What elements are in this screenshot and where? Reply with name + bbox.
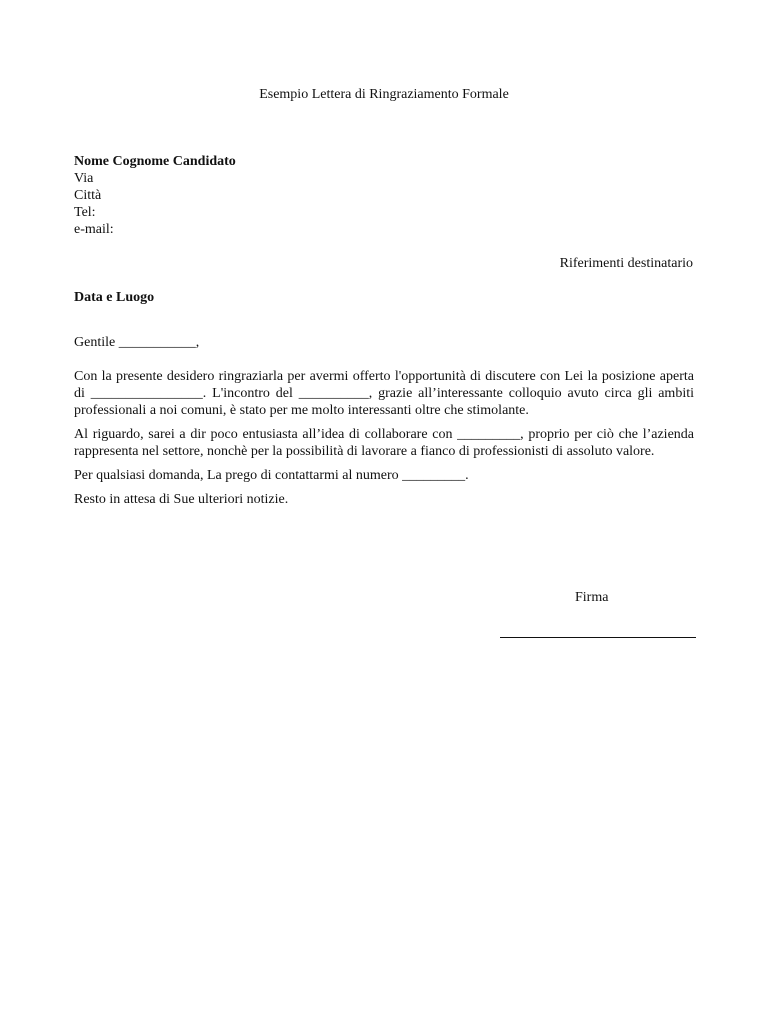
- paragraph-thanks: Con la presente desidero ringraziarla per avermi offerto l'opportunità di discutere con Lei la posizione aperta di ________________. L'incontro del __________, grazie all’interessante colloquio avuto circa gli ambiti professionali a noi comuni, è stato per me molto interessanti oltre che stimolante.: [74, 369, 694, 418]
- paragraph-closing: Resto in attesa di Sue ulteriori notizie.: [74, 492, 289, 507]
- letter-body: [74, 334, 694, 515]
- signature-label: Firma: [575, 590, 609, 605]
- signature-line: [500, 637, 696, 638]
- sender-name: Nome Cognome Candidato: [74, 154, 236, 169]
- greeting: Gentile ___________,: [74, 335, 200, 350]
- recipient-reference: Riferimenti destinatario: [559, 256, 693, 271]
- sender-email: e-mail:: [74, 222, 114, 237]
- sender-block: [74, 153, 236, 238]
- sender-city: Città: [74, 188, 102, 203]
- sender-street: Via: [74, 171, 94, 186]
- paragraph-contact: Per qualsiasi domanda, La prego di contattarmi al numero _________.: [74, 468, 469, 483]
- paragraph-collaboration: Al riguardo, sarei a dir poco entusiasta all’idea di collaborare con _________, proprio per ciò che l’azienda rappresenta nel settore, nonchè per la possibilità di lavorare a fianco di professionisti di assoluto valore.: [74, 427, 694, 459]
- document-title: Esempio Lettera di Ringraziamento Formale: [259, 87, 509, 102]
- sender-phone: Tel:: [74, 205, 96, 220]
- date-and-place: Data e Luogo: [74, 290, 155, 305]
